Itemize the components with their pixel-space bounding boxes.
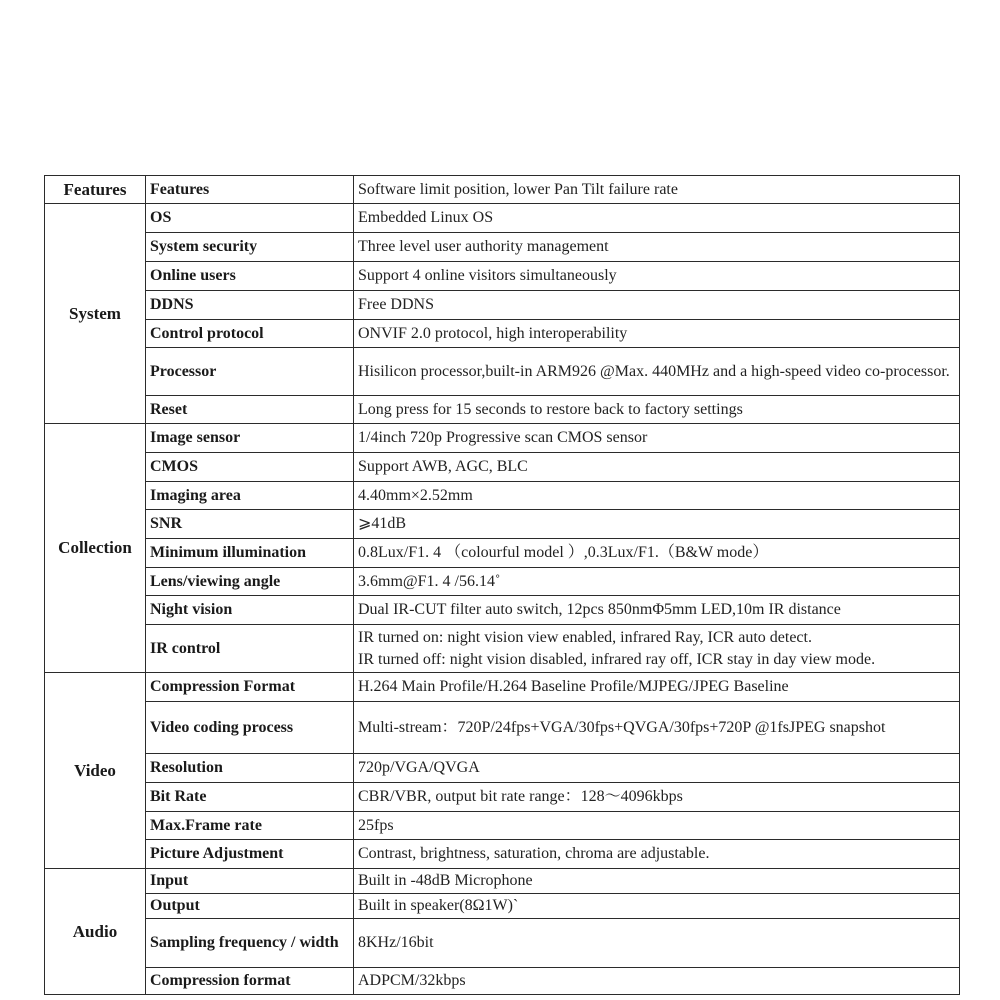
spec-value: 8KHz/16bit <box>354 919 960 968</box>
spec-label: Compression Format <box>146 673 354 702</box>
spec-label: OS <box>146 204 354 233</box>
spec-row <box>45 783 960 812</box>
spec-label: Reset <box>146 396 354 424</box>
spec-value: ⩾41dB <box>354 510 960 539</box>
spec-table <box>44 175 960 995</box>
spec-label: Resolution <box>146 754 354 783</box>
spec-row <box>45 568 960 596</box>
category-cell: Collection <box>45 424 146 673</box>
spec-row <box>45 291 960 320</box>
spec-row <box>45 625 960 673</box>
spec-row <box>45 812 960 840</box>
spec-row <box>45 673 960 702</box>
spec-label: Minimum illumination <box>146 539 354 568</box>
spec-label: Max.Frame rate <box>146 812 354 840</box>
spec-value: Built in speaker(8Ω1W)` <box>354 894 960 919</box>
spec-label: DDNS <box>146 291 354 320</box>
spec-value: 3.6mm@F1. 4 /56.14˚ <box>354 568 960 596</box>
spec-value: 4.40mm×2.52mm <box>354 482 960 510</box>
spec-value: Three level user authority management <box>354 233 960 262</box>
spec-value: Multi-stream：720P/24fps+VGA/30fps+QVGA/30fps+720P @1fsJPEG snapshot <box>354 702 960 754</box>
spec-value: Long press for 15 seconds to restore back to factory settings <box>354 396 960 424</box>
spec-table-body <box>45 176 960 995</box>
spec-value: 1/4inch 720p Progressive scan CMOS sensor <box>354 424 960 453</box>
spec-value: Support 4 online visitors simultaneously <box>354 262 960 291</box>
spec-value: Built in -48dB Microphone <box>354 869 960 894</box>
spec-label: Control protocol <box>146 320 354 348</box>
spec-row <box>45 204 960 233</box>
spec-row <box>45 396 960 424</box>
spec-label: Image sensor <box>146 424 354 453</box>
spec-row <box>45 482 960 510</box>
spec-row <box>45 539 960 568</box>
spec-row <box>45 320 960 348</box>
spec-label: Features <box>146 176 354 204</box>
spec-row <box>45 702 960 754</box>
spec-label: Video coding process <box>146 702 354 754</box>
spec-label: Imaging area <box>146 482 354 510</box>
spec-value: Software limit position, lower Pan Tilt failure rate <box>354 176 960 204</box>
spec-row <box>45 424 960 453</box>
spec-label: Processor <box>146 348 354 396</box>
spec-row <box>45 348 960 396</box>
spec-label: Night vision <box>146 596 354 625</box>
category-cell: Audio <box>45 869 146 995</box>
spec-row <box>45 233 960 262</box>
spec-value: 25fps <box>354 812 960 840</box>
spec-row <box>45 262 960 291</box>
spec-row <box>45 894 960 919</box>
spec-row <box>45 596 960 625</box>
spec-row <box>45 968 960 995</box>
category-cell: System <box>45 204 146 424</box>
category-cell: Features <box>45 176 146 204</box>
spec-row <box>45 176 960 204</box>
spec-value: 0.8Lux/F1. 4 （colourful model ）,0.3Lux/F1.（B&W mode） <box>354 539 960 568</box>
spec-row <box>45 754 960 783</box>
spec-label: System security <box>146 233 354 262</box>
spec-label: SNR <box>146 510 354 539</box>
spec-row <box>45 510 960 539</box>
spec-value: ADPCM/32kbps <box>354 968 960 995</box>
spec-label: Online users <box>146 262 354 291</box>
spec-value: ONVIF 2.0 protocol, high interoperability <box>354 320 960 348</box>
spec-row <box>45 840 960 869</box>
spec-value: IR turned on: night vision view enabled, infrared Ray, ICR auto detect. IR turned off: night vision disabled, infrared ray off, ICR stay in day view mode. <box>354 625 960 673</box>
spec-value: Hisilicon processor,built-in ARM926 @Max. 440MHz and a high-speed video co-processor. <box>354 348 960 396</box>
spec-value: Dual IR-CUT filter auto switch, 12pcs 850nmΦ5mm LED,10m IR distance <box>354 596 960 625</box>
spec-row <box>45 869 960 894</box>
spec-label: Input <box>146 869 354 894</box>
spec-label: IR control <box>146 625 354 673</box>
spec-value: Free DDNS <box>354 291 960 320</box>
category-cell: Video <box>45 673 146 869</box>
spec-label: Picture Adjustment <box>146 840 354 869</box>
spec-value: Embedded Linux OS <box>354 204 960 233</box>
spec-value: Support AWB, AGC, BLC <box>354 453 960 482</box>
spec-row <box>45 453 960 482</box>
spec-label: Compression format <box>146 968 354 995</box>
spec-value: 720p/VGA/QVGA <box>354 754 960 783</box>
spec-label: Output <box>146 894 354 919</box>
spec-value: CBR/VBR, output bit rate range：128～4096kbps <box>354 783 960 812</box>
spec-value: H.264 Main Profile/H.264 Baseline Profile/MJPEG/JPEG Baseline <box>354 673 960 702</box>
spec-row <box>45 919 960 968</box>
spec-label: CMOS <box>146 453 354 482</box>
spec-label: Bit Rate <box>146 783 354 812</box>
spec-label: Lens/viewing angle <box>146 568 354 596</box>
spec-label: Sampling frequency / width <box>146 919 354 968</box>
spec-value: Contrast, brightness, saturation, chroma are adjustable. <box>354 840 960 869</box>
